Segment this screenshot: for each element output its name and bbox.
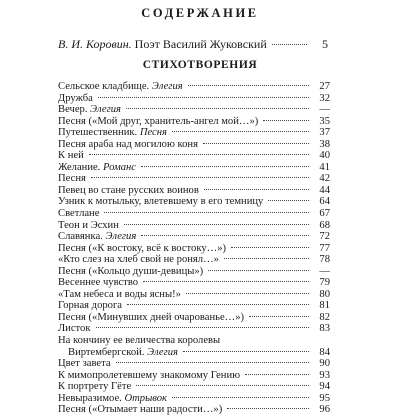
toc-entry <box>58 277 330 289</box>
toc-entry-title: Виртембергской. <box>68 346 145 358</box>
page-title: СОДЕРЖАНИЕ <box>141 6 259 20</box>
toc-entry-page-number: — <box>319 265 330 277</box>
toc-entry-page-number: 84 <box>319 346 330 358</box>
toc-entry <box>58 347 330 359</box>
toc-entry-page-number: 77 <box>319 242 330 254</box>
toc-entry-title: Песня араба над могилою коня <box>58 138 198 150</box>
toc-entry-title: Песня («Кольцо души-девицы») <box>58 265 204 277</box>
intro-entry <box>58 37 328 52</box>
toc-entry <box>58 116 330 128</box>
leader-dots <box>249 316 309 317</box>
toc-entry-page-number: 95 <box>319 392 330 404</box>
leader-dots <box>141 235 309 236</box>
toc-entry-title: «Там небеса и воды ясны!» <box>58 288 181 300</box>
toc-entry-genre: Элегия <box>90 104 121 116</box>
leader-dots <box>89 154 309 155</box>
toc-entry <box>58 173 330 185</box>
toc-entry-title: К портрету Гёте <box>58 381 132 393</box>
leader-dots <box>224 258 309 259</box>
toc-entry-page-number: 64 <box>319 196 330 208</box>
toc-entry-page-number: 82 <box>319 311 330 323</box>
toc-entry <box>58 358 330 370</box>
toc-entry <box>58 289 330 301</box>
toc-entry-title: Песня («К востоку, всё к востоку…») <box>58 242 227 254</box>
leader-dots <box>172 397 309 398</box>
toc-entry-title: Узник к мотыльку, влетевшему в его темницу <box>58 196 264 208</box>
toc-entry-title: Теон и Эсхин <box>58 219 119 231</box>
toc-entry-title: Цвет завета <box>58 358 111 370</box>
leader-dots <box>127 304 309 305</box>
toc-entry-title: Горная дорога <box>58 300 123 312</box>
toc-entry-genre: Романс <box>103 161 136 173</box>
toc-entry-title: Сельское кладбище. <box>58 81 150 92</box>
toc-entry-title: Песня («Отымает наши радости…») <box>58 404 223 416</box>
toc-entry-page-number: 40 <box>319 150 330 162</box>
toc-entry-page-number: 80 <box>319 288 330 300</box>
leader-dots <box>188 85 309 86</box>
toc-entry-page-number: 42 <box>319 173 330 185</box>
leader-dots <box>126 108 309 109</box>
toc-entry-title: К мимопролетевшему знакомому Гению <box>58 369 241 381</box>
toc-entry-title: Весеннее чувство <box>58 277 139 289</box>
leader-dots <box>204 189 309 190</box>
toc-entry-page-number: — <box>319 104 330 116</box>
toc-entry-page-number: 37 <box>319 127 330 139</box>
toc-entry-title: Песня <box>58 173 86 185</box>
toc-list <box>58 81 330 416</box>
leader-dots <box>116 362 309 363</box>
toc-entry-page-number: 93 <box>319 369 330 381</box>
toc-entry <box>58 185 330 197</box>
toc-entry <box>58 150 330 162</box>
leader-dots <box>183 351 309 352</box>
toc-entry <box>58 312 330 324</box>
toc-entry-page-number: 38 <box>319 138 330 150</box>
leader-dots <box>231 247 309 248</box>
toc-entry <box>58 162 330 174</box>
toc-entry-genre: Песня <box>139 127 167 139</box>
toc-entry <box>58 220 330 232</box>
leader-dots <box>141 166 309 167</box>
leader-dots <box>227 408 309 409</box>
toc-entry-page-number: 41 <box>319 161 330 173</box>
toc-entry-genre: Элегия <box>105 231 137 243</box>
toc-entry <box>58 266 330 278</box>
toc-entry-title: Певец во стане русских воинов <box>58 184 199 196</box>
toc-entry <box>58 323 330 335</box>
toc-entry <box>58 127 330 139</box>
toc-entry-page-number: 78 <box>319 254 330 266</box>
toc-entry-title: Песня («Мой друг, хранитель-ангел мой…») <box>58 115 259 127</box>
leader-dots <box>268 200 309 201</box>
toc-entry-page-number: 81 <box>319 300 330 312</box>
toc-entry <box>58 208 330 220</box>
toc-entry-title: Светлане <box>58 208 100 220</box>
toc-entry <box>58 254 330 266</box>
toc-entry <box>58 81 330 93</box>
toc-entry-page-number: 68 <box>319 219 330 231</box>
leader-dots <box>208 270 309 271</box>
toc-entry <box>58 231 330 243</box>
intro-author: В. И. Коровин. <box>58 37 132 51</box>
toc-entry <box>58 93 330 105</box>
toc-entry-page-number: 90 <box>319 358 330 370</box>
toc-entry <box>58 104 330 116</box>
toc-entry-title: «Кто слез на хлеб свой не ронял…» <box>58 254 219 266</box>
leader-dots <box>272 44 307 45</box>
toc-entry-page-number: 72 <box>319 231 330 243</box>
toc-entry-title: Путешественник. <box>58 127 138 139</box>
toc-entry-title: К ней <box>58 150 84 162</box>
toc-entry <box>58 404 330 416</box>
toc-entry <box>58 243 330 255</box>
section-heading: СТИХОТВОРЕНИЯ <box>142 59 258 71</box>
toc-entry-page-number: 32 <box>319 92 330 104</box>
toc-entry-page-number: 67 <box>319 208 330 220</box>
leader-dots <box>143 281 309 282</box>
leader-dots <box>245 374 309 375</box>
toc-entry <box>58 196 330 208</box>
intro-page-number: 5 <box>322 37 328 51</box>
leader-dots <box>96 327 310 328</box>
toc-entry-page-number: 79 <box>319 277 330 289</box>
toc-entry-page-number: 27 <box>319 81 330 92</box>
toc-entry <box>58 139 330 151</box>
toc-entry <box>58 393 330 405</box>
leader-dots <box>263 120 309 121</box>
toc-entry-genre: Элегия <box>151 81 183 92</box>
toc-entry-genre: Отрывок <box>124 392 167 404</box>
intro-title: Поэт Василий Жуковский <box>134 37 267 51</box>
leader-dots <box>186 293 309 294</box>
toc-entry-title: Дружба <box>58 92 93 104</box>
toc-entry-title: Славянка. <box>58 231 103 243</box>
leader-dots <box>104 212 309 213</box>
toc-entry <box>58 381 330 393</box>
toc-entry-page-number: 96 <box>319 404 330 416</box>
toc-entry-title: Невыразимое. <box>58 392 122 404</box>
toc-entry-title: Вечер. <box>58 104 88 116</box>
toc-entry-page-number: 44 <box>319 184 330 196</box>
toc-entry-title: Листок <box>58 323 91 335</box>
toc-entry <box>58 370 330 382</box>
leader-dots <box>172 131 309 132</box>
toc-entry <box>58 300 330 312</box>
toc-entry <box>58 335 330 347</box>
toc-entry-title: Песня («Минувших дней очарованье…») <box>58 311 245 323</box>
leader-dots <box>136 385 309 386</box>
toc-entry-title: На кончину ее величества королевы <box>58 335 221 347</box>
leader-dots <box>124 224 309 225</box>
toc-entry-page-number: 94 <box>319 381 330 393</box>
toc-entry-genre: Элегия <box>147 346 178 358</box>
leader-dots <box>203 143 309 144</box>
leader-dots <box>98 97 309 98</box>
toc-entry-title: Желание. <box>58 161 101 173</box>
toc-entry-page-number: 35 <box>319 115 330 127</box>
toc-entry-page-number: 83 <box>319 323 330 335</box>
leader-dots <box>91 177 309 178</box>
